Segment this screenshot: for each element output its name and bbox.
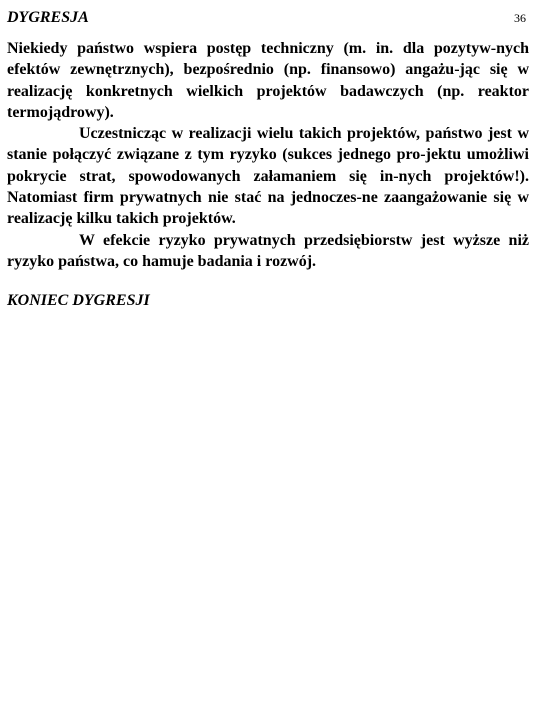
digression-start-heading: DYGRESJA [7, 9, 89, 26]
page-number: 36 [514, 11, 526, 25]
digression-end-heading: KONIEC DYGRESJI [7, 292, 150, 309]
digression-body [7, 38, 529, 272]
paragraph-risk-pooling: Uczestnicząc w realizacji wielu takich projektów, państwo jest w stanie połączyć związane z tym ryzyko (sukces jednego pro-jektu umożliwi pokrycie strat, spowodowanych załamaniem się in-nych projektów!). Natomiast firm prywatnych nie stać na jednoczes-ne zaangażowanie się w realizację kilku takich projektów. [7, 125, 529, 228]
paragraph-conclusion: W efekcie ryzyko prywatnych przedsiębiorstw jest wyższe niż ryzyko państwa, co hamuje badania i rozwój. [7, 231, 529, 270]
paragraph-state-support: Niekiedy państwo wspiera postęp techniczny (m. in. dla pozytyw-nych efektów zewnętrznych), bezpośrednio (np. finansowo) angażu-jąc się w realizację konkretnych wielkich projektów badawczych (np. reaktor termojądrowy). [7, 40, 529, 121]
